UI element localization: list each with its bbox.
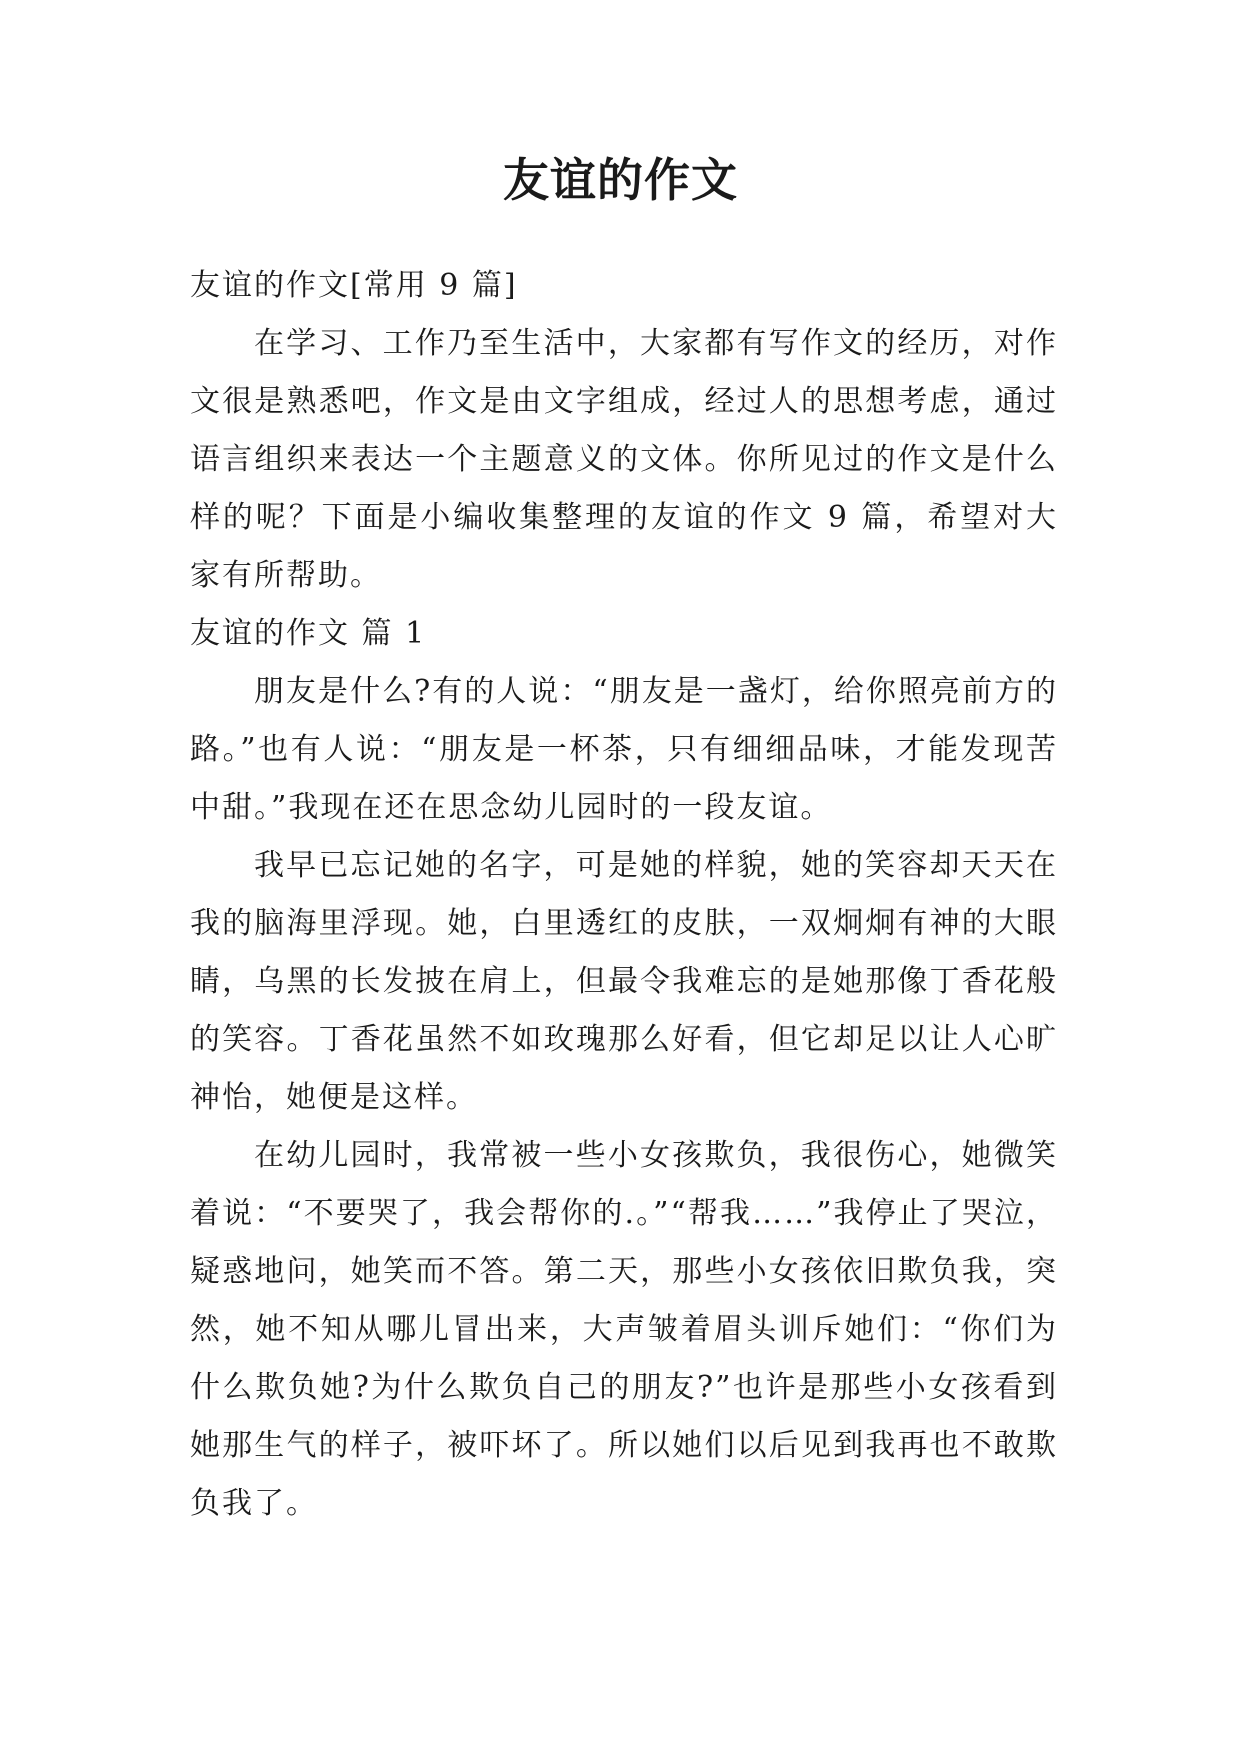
page-title: 友谊的作文: [503, 153, 738, 207]
intro-paragraph: 在学习、工作乃至生活中，大家都有写作文的经历，对作文很是熟悉吧，作文是由文字组成，经过人的思想考虑，通过语言组织来表达一个主题意义的文体。你所见过的作文是什么样的呢？下面是小编收集整理的友谊的作文 9 篇，希望对大家有所帮助。: [190, 326, 1058, 593]
body-paragraph-3: 在幼儿园时，我常被一些小女孩欺负，我很伤心，她微笑着说：“不要哭了，我会帮你的.。”“帮我……”我停止了哭泣，疑惑地问，她笑而不答。第二天，那些小女孩依旧欺负我，突然，她不知从哪儿冒出来，大声皱着眉头训斥她们：“你们为什么欺负她?为什么欺负自己的朋友?”也许是那些小女孩看到她那生气的样子，被吓坏了。所以她们以后见到我再也不敢欺负我了。: [190, 1138, 1058, 1521]
body-paragraph-2: 我早已忘记她的名字，可是她的样貌，她的笑容却天天在我的脑海里浮现。她，白里透红的皮肤，一双炯炯有神的大眼睛，乌黑的长发披在肩上，但最令我难忘的是她那像丁香花般的笑容。丁香花虽然不如玫瑰那么好看，但它却足以让人心旷神怡，她便是这样。: [190, 848, 1058, 1115]
document-body: [190, 257, 1058, 1533]
body-paragraph-1: 朋友是什么?有的人说：“朋友是一盏灯，给你照亮前方的路。”也有人说：“朋友是一杯茶，只有细细品味，才能发现苦中甜。”我现在还在思念幼儿园时的一段友谊。: [190, 674, 1058, 825]
section-heading-1: 友谊的作文 篇 1: [190, 616, 427, 651]
intro-heading: 友谊的作文[常用 9 篇]: [190, 268, 518, 303]
